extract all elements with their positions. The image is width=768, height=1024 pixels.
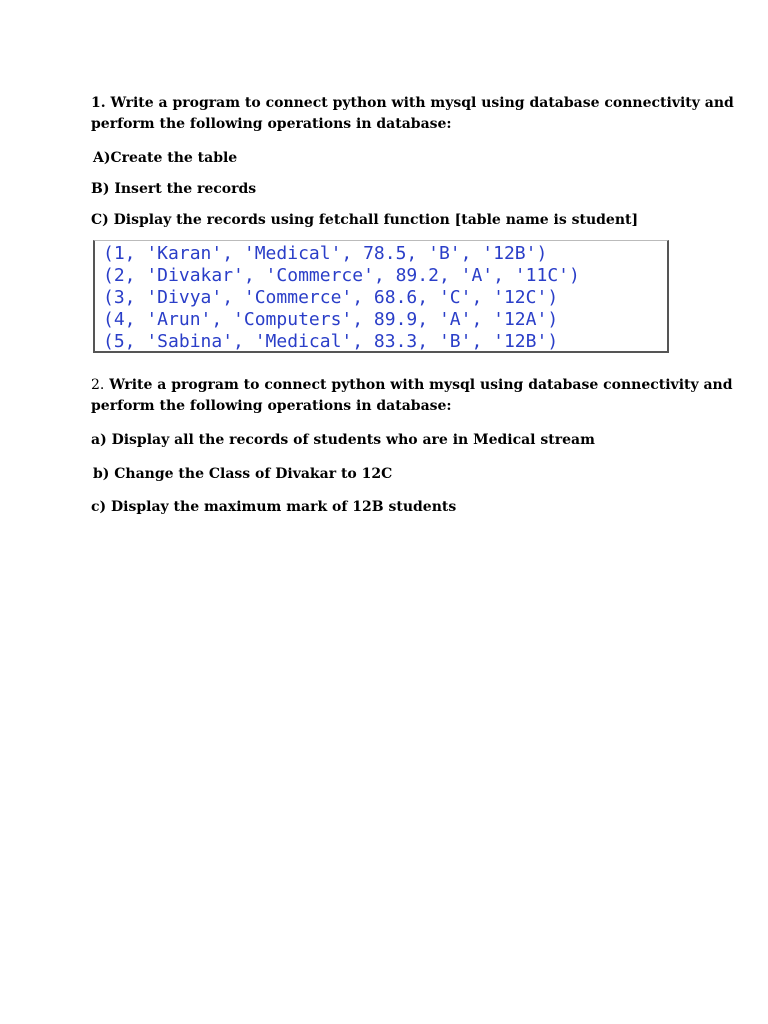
question-2-part-b: b) Change the Class of Divakar to 12C bbox=[93, 466, 393, 482]
question-1-part-c: C) Display the records using fetchall function [table name is student] bbox=[91, 212, 639, 228]
output-line: (1, 'Karan', 'Medical', 78.5, 'B', '12B') bbox=[103, 243, 548, 264]
output-line: (5, 'Sabina', 'Medical', 83.3, 'B', '12B') bbox=[103, 331, 559, 352]
question-2-text-line2: perform the following operations in database: bbox=[91, 398, 452, 414]
question-2-number: 2. bbox=[91, 377, 105, 393]
question-2-part-a: a) Display all the records of students who are in Medical stream bbox=[91, 432, 595, 448]
question-1-part-b: B) Insert the records bbox=[91, 181, 257, 197]
output-line: (2, 'Divakar', 'Commerce', 89.2, 'A', '11C') bbox=[103, 265, 580, 286]
question-1-text-line1: Write a program to connect python with mysql using database connectivity and bbox=[110, 95, 734, 111]
question-1-number: 1. bbox=[91, 95, 106, 111]
output-line: (4, 'Arun', 'Computers', 89.9, 'A', '12A') bbox=[103, 309, 559, 330]
question-1-heading bbox=[91, 93, 734, 114]
sample-output-box bbox=[93, 240, 669, 353]
output-line: (3, 'Divya', 'Commerce', 68.6, 'C', '12C') bbox=[103, 287, 559, 308]
question-2-heading bbox=[91, 375, 733, 396]
question-1-part-a: A)Create the table bbox=[93, 150, 238, 166]
question-2-text-line1: Write a program to connect python with mysql using database connectivity and bbox=[109, 377, 733, 393]
question-2-part-c: c) Display the maximum mark of 12B students bbox=[91, 499, 457, 515]
question-1-text-line2: perform the following operations in database: bbox=[91, 116, 452, 132]
